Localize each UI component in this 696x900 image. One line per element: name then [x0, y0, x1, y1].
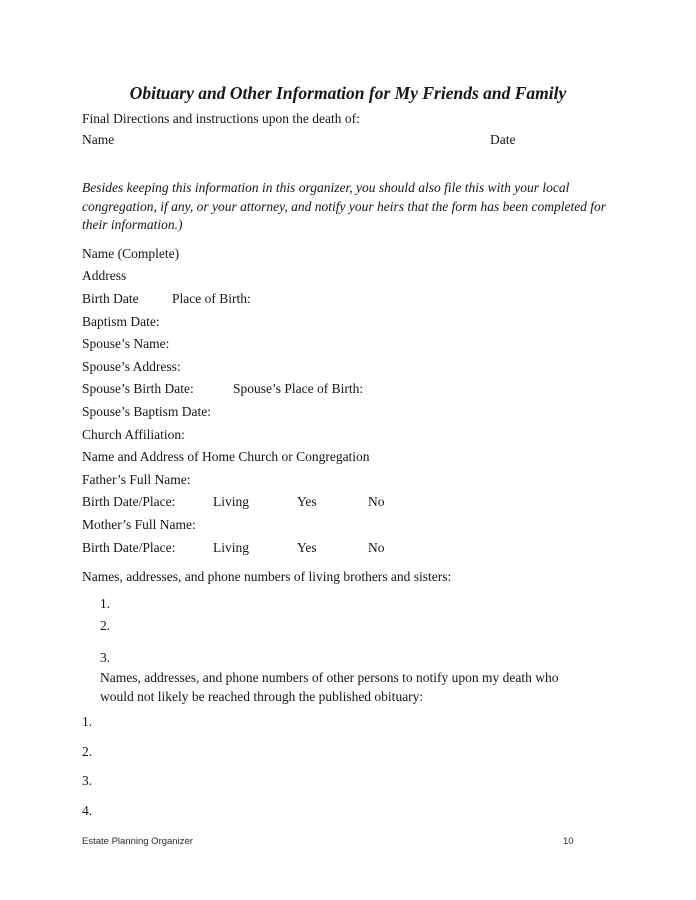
field-father-full-name: Father’s Full Name: [82, 471, 191, 487]
page-content [0, 83, 696, 822]
field-spouse-baptism-date: Spouse’s Baptism Date: [82, 403, 211, 419]
list-item: 1. [100, 595, 111, 611]
date-label: Date [490, 132, 516, 147]
field-spouse-place-of-birth: Spouse’s Place of Birth: [233, 381, 364, 397]
field-home-church: Name and Address of Home Church or Congregation [82, 449, 370, 465]
field-address: Address [82, 268, 127, 284]
intro-line: Final Directions and instructions upon the death of: [82, 111, 360, 126]
field-mother-full-name: Mother’s Full Name: [82, 516, 196, 532]
document-title: Obituary and Other Information for My Friends and Family [129, 83, 567, 103]
siblings-heading: Names, addresses, and phone numbers of living brothers and sisters: [82, 569, 452, 585]
field-name-complete: Name (Complete) [82, 245, 180, 261]
page-number: 10 [563, 836, 574, 847]
footer-document-name: Estate Planning Organizer [82, 836, 193, 847]
field-birth-date-place: Birth Date/Place: [82, 494, 176, 510]
field-baptism-date: Baptism Date: [82, 313, 160, 329]
field-birth-date-line [82, 288, 614, 311]
list-item: 1. [82, 714, 93, 730]
form-fields [82, 243, 614, 559]
name-date-line [82, 128, 614, 151]
field-spouse-birth-date: Spouse’s Birth Date: [82, 381, 194, 397]
field-father-birth-date-place-line [82, 491, 614, 514]
living-label: Living [213, 494, 249, 510]
field-birth-date-place: Birth Date/Place: [82, 539, 176, 555]
others-heading: Names, addresses, and phone numbers of other persons to notify upon my death who would not likely be reached through the published obituary: [100, 670, 559, 704]
yes-label: Yes [297, 539, 317, 555]
list-item: 3. [100, 649, 111, 665]
yes-label: Yes [297, 494, 317, 510]
field-spouse-address: Spouse’s Address: [82, 358, 181, 374]
filing-note: Besides keeping this information in this organizer, you should also file this with your local congregation, if any, or your attorney, and notify your heirs that the form has been completed for their information.) [82, 180, 607, 233]
page-footer [82, 836, 614, 848]
no-label: No [368, 494, 385, 510]
list-item: 2. [82, 743, 93, 759]
field-birth-date: Birth Date [82, 290, 139, 306]
list-item: 4. [82, 802, 93, 818]
siblings-list [82, 593, 614, 670]
list-item: 3. [82, 773, 93, 789]
living-label: Living [213, 539, 249, 555]
field-place-of-birth: Place of Birth: [172, 290, 251, 306]
others-list [82, 711, 614, 822]
field-spouse-name: Spouse’s Name: [82, 336, 170, 352]
list-item: 2. [100, 618, 111, 634]
field-mother-birth-date-place-line [82, 537, 614, 560]
field-church-affiliation: Church Affiliation: [82, 426, 185, 442]
no-label: No [368, 539, 385, 555]
field-spouse-birth-date-line [82, 378, 614, 401]
name-label: Name [82, 132, 115, 147]
